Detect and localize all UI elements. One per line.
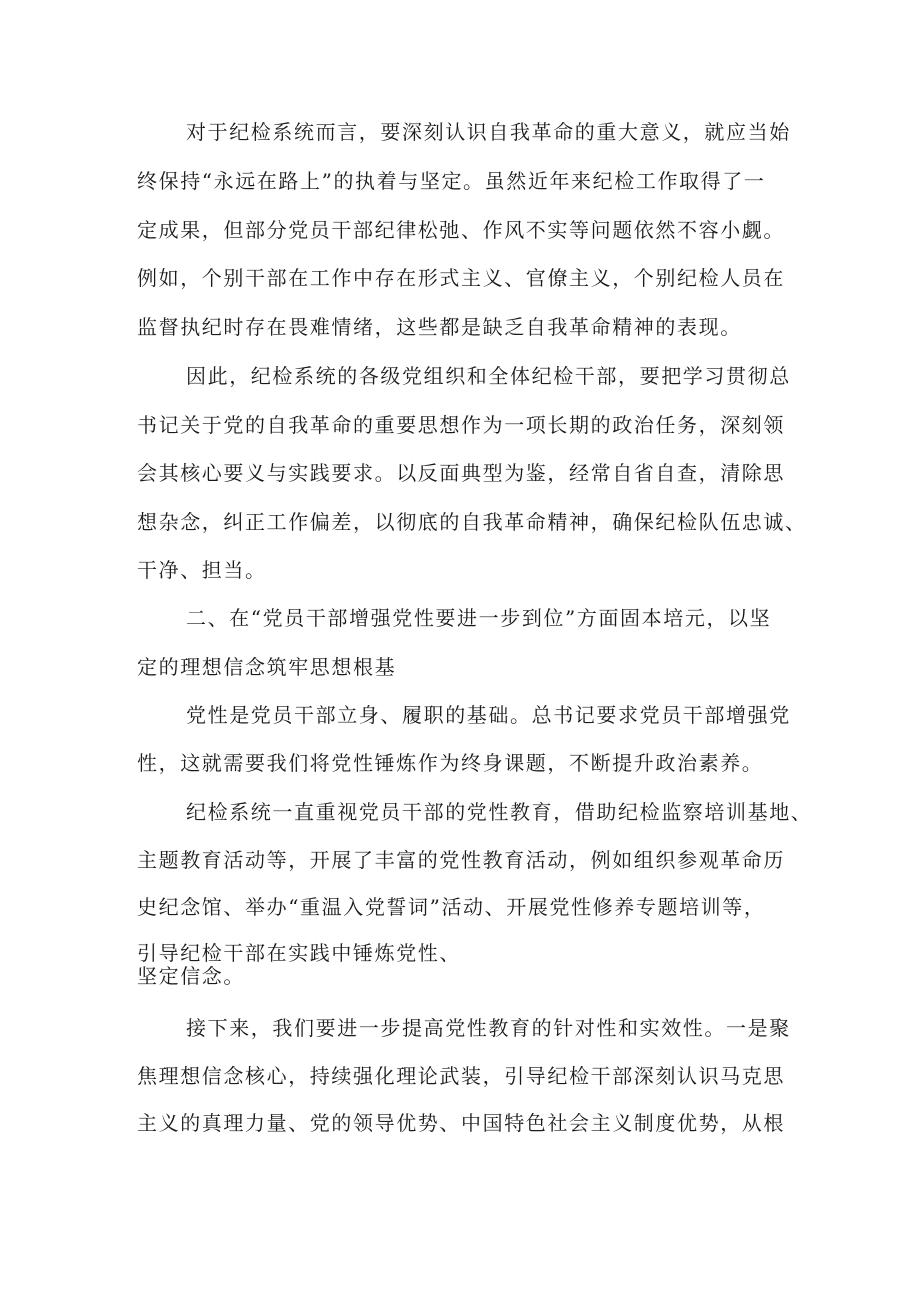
text-line: 纪检系统一直重视党员干部的党性教育，借助纪检监察培训基地、 (186, 800, 813, 824)
section-heading-line: 定的理想信念筑牢思想根基 (137, 655, 397, 679)
text-line: 会其核心要义与实践要求。以反面典型为鉴，经常自省自查，清除思 (137, 461, 785, 485)
text-line: 干净、担当。 (137, 558, 267, 582)
text-line: 坚定信念。 (137, 964, 245, 988)
text-line: 性，这就需要我们将党性锤炼作为终身课题，不断提升政治素养。 (137, 751, 764, 775)
text-line: 主义的真理力量、党的领导优势、中国特色社会主义制度优势，从根 (137, 1111, 785, 1135)
text-line: 引导纪检干部在实践中锤炼党性、 (137, 941, 461, 965)
text-line: 终保持“永远在路上”的执着与坚定。虽然近年来纪检工作取得了一 (137, 169, 766, 193)
text-line: 想杂念，纠正工作偏差，以彻底的自我革命精神，确保纪检队伍忠诚、 (137, 510, 807, 534)
text-line: 因此，纪检系统的各级党组织和全体纪检干部，要把学习贯彻总 (186, 364, 791, 388)
section-heading-line: 二、在“党员干部增强党性要进一步到位”方面固本培元，以坚 (186, 606, 772, 630)
text-line: 党性是党员干部立身、履职的基础。总书记要求党员干部增强党 (186, 703, 791, 727)
text-line: 定成果，但部分党员干部纪律松弛、作风不实等问题依然不容小觑。 (137, 218, 785, 242)
text-line: 对于纪检系统而言，要深刻认识自我革命的重大意义，就应当始 (186, 120, 791, 144)
text-line: 史纪念馆、举办“重温入党誓词”活动、开展党性修养专题培训等， (137, 895, 766, 919)
text-line: 例如，个别干部在工作中存在形式主义、官僚主义，个别纪检人员在 (137, 266, 785, 290)
text-line: 监督执纪时存在畏难情绪，这些都是缺乏自我革命精神的表现。 (137, 315, 742, 339)
text-line: 书记关于党的自我革命的重要思想作为一项长期的政治任务，深刻领 (137, 413, 785, 437)
text-line: 接下来，我们要进一步提高党性教育的针对性和实效性。一是聚 (186, 1016, 791, 1040)
text-line: 焦理想信念核心，持续强化理论武装，引导纪检干部深刻认识马克思 (137, 1064, 785, 1088)
text-line: 主题教育活动等，开展了丰富的党性教育活动，例如组织参观革命历 (137, 848, 785, 872)
